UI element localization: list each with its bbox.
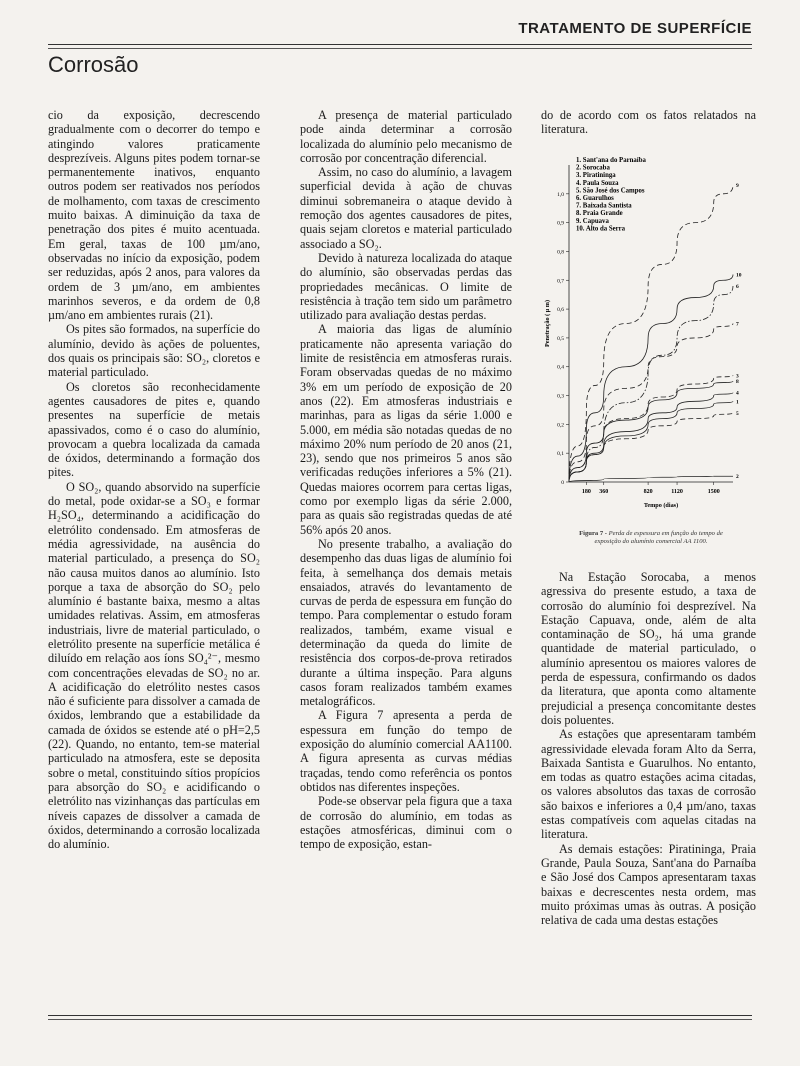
series-line-1 <box>569 401 733 482</box>
legend-entry: 4. Paula Souza <box>576 179 619 187</box>
y-tick-label: 0,1 <box>557 451 564 458</box>
x-axis-label: Tempo (dias) <box>643 502 679 509</box>
legend-entry: 9. Capuava <box>576 217 609 225</box>
paragraph: A presença de material particulado pode ainda determinar a corrosão localizada do alumínio pelo mecanismo de corrosão por concentração diferencial. <box>300 108 512 165</box>
series-label-4: 4 <box>736 390 739 397</box>
legend-entry: 5. São José dos Campos <box>576 187 645 195</box>
legend-entry: 6. Guarulhos <box>576 195 614 202</box>
header-rule <box>48 44 752 45</box>
paragraph: Pode-se observar pela figura que a taxa de corrosão do alumínio, em todas as estações atmosféricas, diminui com o tempo de exposição, estan- <box>300 794 512 852</box>
column-1 <box>48 108 260 851</box>
x-tick-label: 360 <box>599 489 609 495</box>
footer-rule <box>48 1015 752 1016</box>
series-line-2 <box>569 476 733 482</box>
series-label-2: 2 <box>736 474 739 481</box>
caption-text: Perda de espessura em função do tempo de exposição do alumínio comercial AA 1100. <box>594 530 723 545</box>
y-tick-label: 0,9 <box>557 220 564 227</box>
series-line-10 <box>569 275 733 482</box>
legend-entry: 3. Piratininga <box>576 172 616 180</box>
page-title: Corrosão <box>48 52 139 77</box>
column-3-bottom <box>541 570 756 927</box>
series-label-9: 9 <box>736 183 739 190</box>
y-tick-label: 1,0 <box>557 191 564 198</box>
series-label-3: 3 <box>736 373 739 380</box>
running-header <box>48 14 752 44</box>
y-tick-label: 0 <box>561 480 564 486</box>
header-rule-thin <box>48 48 752 49</box>
series-label-5: 5 <box>736 410 739 417</box>
series-line-7 <box>569 324 733 483</box>
paragraph: As demais estações: Piratininga, Praia Grande, Paula Souza, Sant'ana do Parnaíba e São José dos Campos apresentaram taxas baixas e decrescentes nesta ordem, mas muito próximas umas às outras. A posição relativa de cada uma destas estações <box>541 841 756 928</box>
paragraph: cio da exposição, decrescendo gradualmente com o decorrer do tempo e atingindo valores praticamente desprezíveis. Alguns pites podem tornar-se permanentemente inativos, enquanto outros podem ser reativados nos períodos de molhamento, com taxas de crescimento muito baixas. A diminuição da taxa de penetração dos pites é muito acentuada. Em geral, taxas de 100 µm/ano, observadas no início da exposição, podem ser reduzidas, após 2 anos, para valores da ordem de 3 µm/ano, em ambientes marinhos severos, e da ordem de 0,8 µm/ano em ambientes rurais (21). <box>48 108 260 323</box>
paragraph: Na Estação Sorocaba, a menos agressiva do presente estudo, a taxa de corrosão do alumínio foi desprezível. Na Estação Capuava, onde, além de alta contaminação de SO₂, há uma grande quantidade de material particulado, o alumínio apresentou os maiores valores de perda de espessura, confirmando os dados da literatura, que aponta como altamente prejudicial a presença concomitante destes dois poluentes. <box>541 570 756 727</box>
y-tick-label: 0,8 <box>557 249 564 256</box>
y-tick-label: 0,4 <box>557 364 564 371</box>
y-tick-label: 0,5 <box>557 335 564 342</box>
y-tick-label: 0,7 <box>557 278 564 285</box>
x-tick-label: 1120 <box>671 489 683 495</box>
figure-7 <box>541 150 756 560</box>
footer-rule-thin <box>48 1019 752 1020</box>
y-axis-label: Penetração ( µ m) <box>544 299 551 348</box>
y-tick-label: 0,6 <box>557 307 564 314</box>
x-tick-label: 1500 <box>707 489 720 495</box>
chart-legend <box>576 157 646 232</box>
penetration-chart <box>541 150 756 530</box>
paragraph: Os cloretos são reconhecidamente agentes causadores de pites e, quando presentes na superfície de metais apassivados, como é o caso do alumínio, provocam a quebra localizada da camada de óxidos, determinando a formação dos pites. <box>48 379 260 480</box>
chart-axes <box>544 165 733 509</box>
section-title: TRATAMENTO DE SUPERFÍCIE <box>518 20 752 37</box>
x-tick-label: 180 <box>581 489 591 495</box>
legend-entry: 2. Sorocaba <box>576 164 610 172</box>
paragraph: As estações que apresentaram também agressividade elevada foram Alto da Serra, Baixada Santista e Guarulhos. No entanto, em todas as quatro estações acima citadas, os valores absolutos das taxas de corrosão são baixos e inferiores a 0,4 µm/ano, taxas estas compatíveis com aquelas citadas na literatura. <box>541 727 756 842</box>
series-line-4 <box>569 393 733 482</box>
caption-label: Figura 7 - <box>579 530 607 537</box>
paragraph: A maioria das ligas de alumínio praticamente não apresenta variação do limite de resistência em atmosferas rurais. Foram observadas quedas de no máximo 3% em um período de exposição de 20 anos (22). Em atmosferas industriais e marinhas, para as ligas da série 1.000 e 5.000, em média são notadas quedas de no máximo 20% num período de 20 anos (21, 23), sendo que nos primeiros 5 anos são verificadas reduções inferiores a 5% (21). Quedas maiores ocorrem para certas ligas, como por exemplo ligas da série 2.000, para as quais são registradas quedas de até 56% após 20 anos. <box>300 322 512 537</box>
paragraph: O SO₂, quando absorvido na superfície do metal, pode oxidar-se a SO₃ e formar H₂SO₄, determinando a acidificação do eletrólito condensado. Em atmosferas de média agressividade, na ausência do material particulado, a presença do SO₂ não causa muitos danos ao alumínio. Isto porque a taxa de absorção do SO₂ pelo alumínio é bastante baixa, mesmo a altas umidades relativas. Assim, em atmosferas industriais, livre de material particulado, o eletrólito presente na superfície metálica é diluído em relação aos íons SO₄²⁻, mesmo com concentrações elevadas de SO₂ no ar. A acidificação do eletrólito nestes casos não é suficiente para dissolver a camada de óxidos, lembrando que a estabilidade da camada de óxidos se estende até o pH=2,5 (22). Quando, no entanto, tem-se material particulado na atmosfera, este se deposita sobre o metal, constituindo sítios propícios para absorção do SO₂ e acidificando o eletrólito nas vizinhanças das partículas em níveis capazes de dissolver a camada de óxidos, determinando a corrosão localizada do alumínio. <box>48 479 260 852</box>
series-line-3 <box>569 375 733 482</box>
paragraph: No presente trabalho, a avaliação do desempenho das duas ligas de alumínio foi feita, à semelhança dos demais metais ensaiados, através do levantamento de curvas de perda de espessura em função do tempo. Para complementar o estudo foram realizados, também, exame visual e determinação da queda do limite de resistência dos corpos-de-prova retirados durante a última inspeção. Para alguns casos foram realizados também exames metalográficos. <box>300 536 512 709</box>
legend-entry: 10. Alto da Serra <box>576 225 626 233</box>
paragraph: A Figura 7 apresenta a perda de espessura em função do tempo de exposição do alumínio comercial AA1100. A figura apresenta as curvas médias traçadas, tendo como referência os pontos obtidos nas diferentes inspeções. <box>300 708 512 794</box>
paragraph: Assim, no caso do alumínio, a lavagem superficial devida à ação de chuvas diminui sobremaneira o ataque devido à remoção dos agentes causadores de pites, quais sejam cloretos e material particulado associado a SO₂. <box>300 165 512 251</box>
series-label-8: 8 <box>736 379 739 386</box>
paragraph: do de acordo com os fatos relatados na literatura. <box>541 108 756 137</box>
series-line-6 <box>569 286 733 482</box>
series-label-1: 1 <box>736 399 739 406</box>
legend-entry: 7. Baixada Santista <box>576 202 632 210</box>
column-3-top <box>541 108 756 137</box>
figure-caption <box>566 530 736 546</box>
paragraph: Devido à natureza localizada do ataque do alumínio, são observadas perdas das propriedades mecânicas. O limite de resistência à tração tem sido um parâmetro utilizado para avaliação destas perdas. <box>300 250 512 323</box>
legend-entry: 1. Sant'ana do Parnaíba <box>576 157 646 164</box>
series-label-6: 6 <box>736 284 739 291</box>
series-label-10: 10 <box>736 272 742 279</box>
series-label-7: 7 <box>736 321 739 328</box>
y-tick-label: 0,3 <box>557 393 564 400</box>
legend-entry: 8. Praia Grande <box>576 210 623 218</box>
series-line-8 <box>569 381 733 482</box>
y-tick-label: 0,2 <box>557 422 564 429</box>
column-2 <box>300 108 512 851</box>
x-tick-label: 820 <box>643 489 653 495</box>
paragraph: Os pites são formados, na superfície do alumínio, devido às ações de poluentes, dos quais os principais são: SO₂, cloretos e material particulado. <box>48 322 260 380</box>
